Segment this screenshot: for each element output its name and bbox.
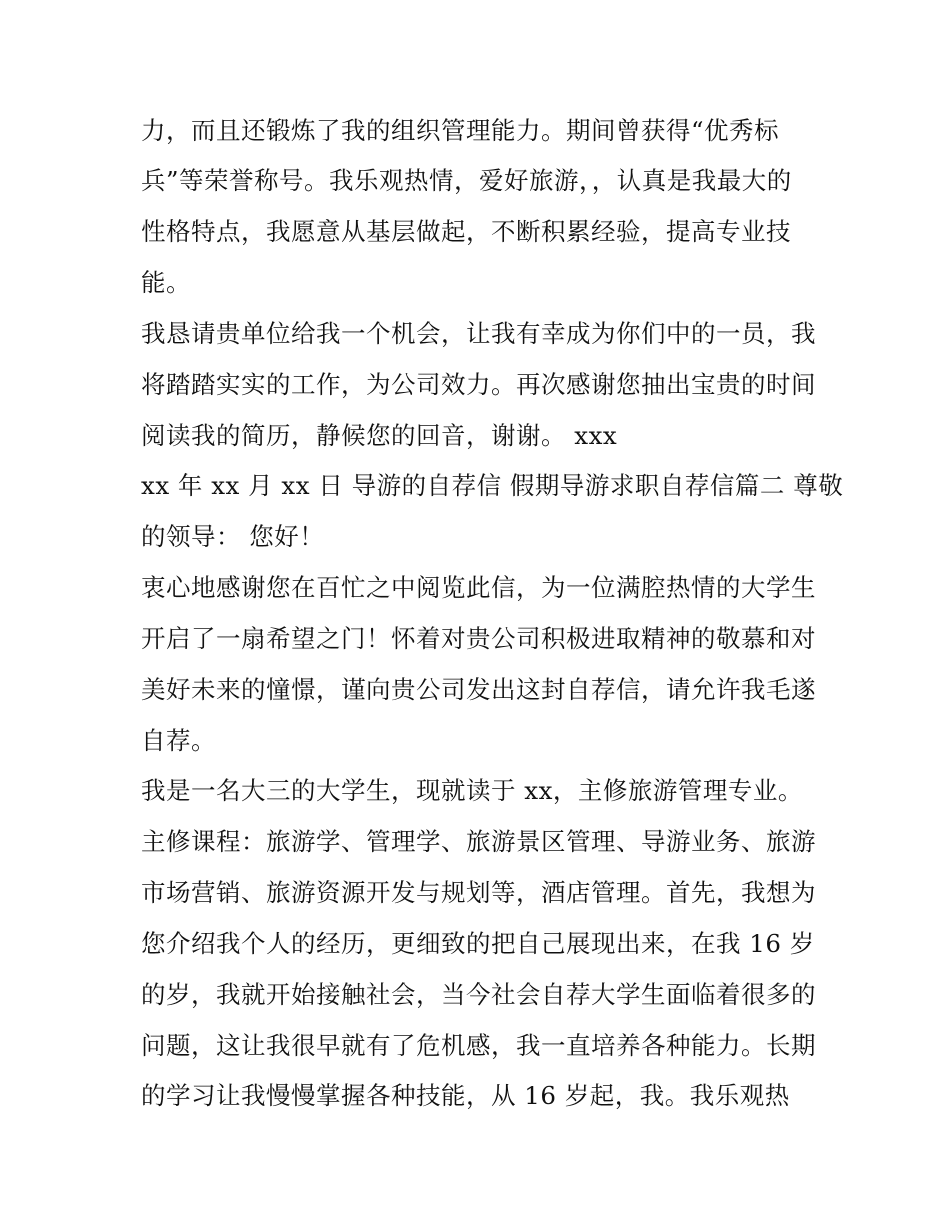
text-line: 的岁，我就开始接触社会，当今社会自荐大学生面临着很多的 xyxy=(141,980,816,1009)
text-line: 美好未来的憧憬，谨向贵公司发出这封自荐信，请允许我毛遂 xyxy=(141,675,816,704)
text-line: xx 年 xx 月 xx 日 导游的自荐信 假期导游求职自荐信篇二 尊敬 xyxy=(141,471,844,500)
text-line: 的领导： 您好！ xyxy=(141,522,325,551)
text-line: 开启了一扇希望之门！怀着对贵公司积极进取精神的敬慕和对 xyxy=(141,624,816,653)
text-line: 您介绍我个人的经历，更细致的把自己展现出来，在我 16 岁 xyxy=(141,929,815,958)
text-line: 力，而且还锻炼了我的组织管理能力。期间曾获得“优秀标 xyxy=(141,116,780,145)
text-line: 兵”等荣誉称号。我乐观热情，爱好旅游，，认真是我最大的 xyxy=(141,166,792,195)
text-line: 性格特点，我愿意从基层做起，不断积累经验，提高专业技 xyxy=(141,217,791,246)
text-line: 的学习让我慢慢掌握各种技能，从 16 岁起，我。我乐观热 xyxy=(141,1081,790,1110)
text-line: 我恳请贵单位给我一个机会，让我有幸成为你们中的一员，我 xyxy=(141,319,816,348)
text-line: 我是一名大三的大学生，现就读于 xx，主修旅游管理专业。 xyxy=(141,776,803,805)
text-line: 能。 xyxy=(141,268,191,297)
text-line: 问题，这让我很早就有了危机感，我一直培养各种能力。长期 xyxy=(141,1031,816,1060)
text-line: 衷心地感谢您在百忙之中阅览此信，为一位满腔热情的大学生 xyxy=(141,573,816,602)
text-line: 自荐。 xyxy=(141,726,216,755)
text-line: 市场营销、旅游资源开发与规划等，酒店管理。首先，我想为 xyxy=(141,878,816,907)
text-line: 阅读我的简历，静候您的回音，谢谢。 xxx xyxy=(141,421,618,450)
text-line: 将踏踏实实的工作，为公司效力。再次感谢您抽出宝贵的时间 xyxy=(141,370,816,399)
text-line: 主修课程：旅游学、管理学、旅游景区管理、导游业务、旅游 xyxy=(141,827,816,856)
